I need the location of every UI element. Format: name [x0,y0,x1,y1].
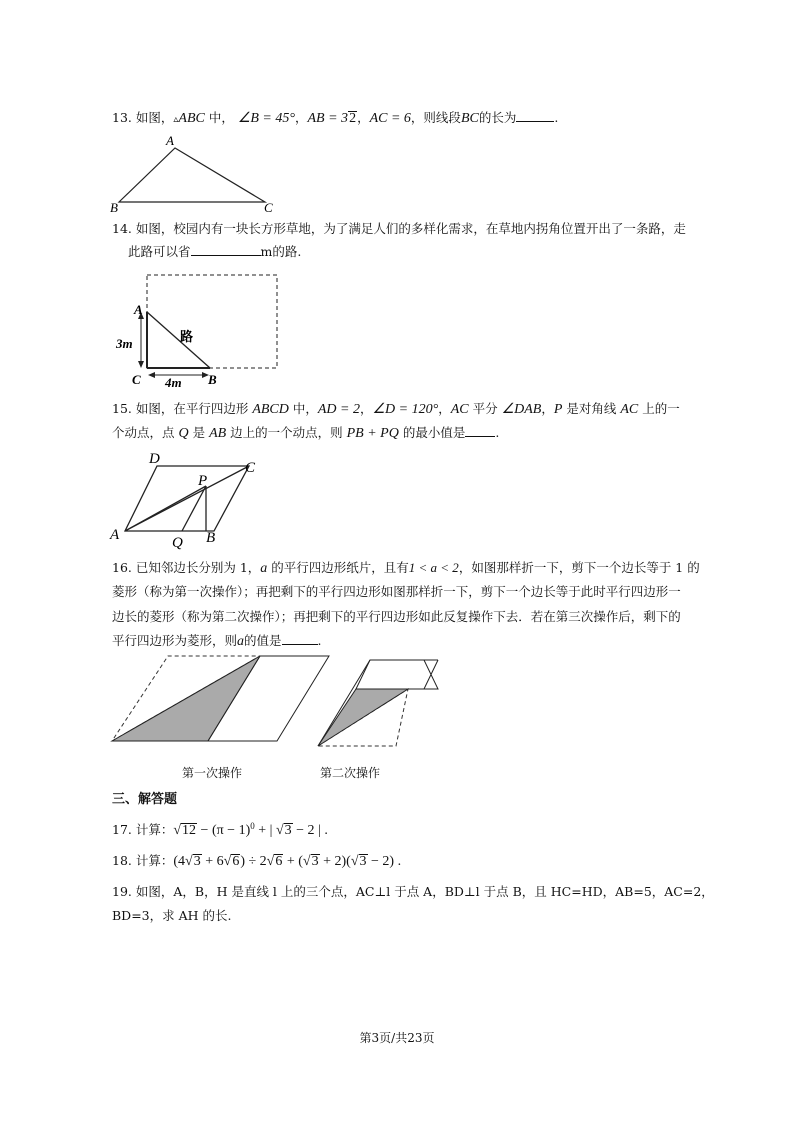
q14-label-c: C [132,372,141,387]
q14-label-road: 路 [180,330,194,345]
page-footer: 第3页/共23页 [359,1031,435,1045]
q13-label-b: B [110,200,118,215]
q16-caption-second: 第二次操作 [320,766,381,780]
q19-line2: BD=3，求 AH 的长. [112,908,232,923]
q15-label-q: Q [172,535,183,551]
q14-line1: 14. 如图，校园内有一块长方形草地，为了满足人们的多样化需求，在草地内拐角位置开出了一条路，走 [112,221,686,236]
q15-label-c: C [245,460,256,476]
q15-line1: 15. 如图，在平行四边形 ABCD 中，AD = 2，∠D = 120°，AC 平分 ∠DAB，P 是对角线 AC 上的一 [112,401,680,417]
q16-first-operation-figure [110,654,332,746]
q16-line1: 16. 已知邻边长分别为 1，a 的平行四边形纸片，且有1 < a < 2，如图那样折一下，剪下一个边长等于 1 的 [112,560,700,576]
q13-label-c: C [264,200,273,215]
q15-label-a: A [110,527,120,543]
q15-line2: 个动点，点 Q 是 AB 边上的一个动点，则 PB + PQ 的最小值是 . [112,425,500,441]
q14-lawn-figure [110,272,295,390]
q15-parallelogram-figure [108,449,268,549]
q17-text: 17. 计算：$√12 - (\pi - 1)^0$ + | √3 − 2 | . [112,821,328,839]
section-heading: 三、解答题 [112,792,178,807]
q18-text: 18. 计算：(4√3 + 6√6) ÷ 2√6 + (√3 + 2)(√3 − 2) . [112,853,402,869]
q19-line1: 19. 如图，A，B，H 是直线 l 上的三个点，AC⊥l 于点 A，BD⊥l 于点 B，且 HC=HD，AB=5，AC=2， [112,884,714,899]
q16-caption-first: 第一次操作 [182,766,243,780]
q15-label-b: B [206,530,216,546]
q14-label-a: A [134,302,143,317]
q14-label-b: B [208,372,217,387]
q15-label-p: P [198,473,208,489]
q16-second-operation-figure [316,658,444,750]
q13-text: 13. 如图，▵ABC 中， ∠B = 45°，AB = 32，AC = 6，则线段BC的长为 . [112,110,559,126]
q14-label-3m: 3m [116,336,133,351]
q13-label-a: A [166,133,174,148]
q16-line2: 菱形（称为第一次操作）；再把剩下的平行四边形如图那样折一下，剪下一个边长等于此时平行四边形一 [112,584,681,599]
q13-triangle-figure [105,132,285,214]
q14-line2: 此路可以省 m的路. [128,244,302,259]
q16-line3: 边长的菱形（称为第二次操作）；再把剩下的平行四边形如此反复操作下去．若在第三次操作后，剩下的 [112,609,681,624]
q16-line4: 平行四边形为菱形，则a的值是 . [112,633,322,649]
q14-label-4m: 4m [165,375,182,390]
q15-label-d: D [149,451,160,467]
